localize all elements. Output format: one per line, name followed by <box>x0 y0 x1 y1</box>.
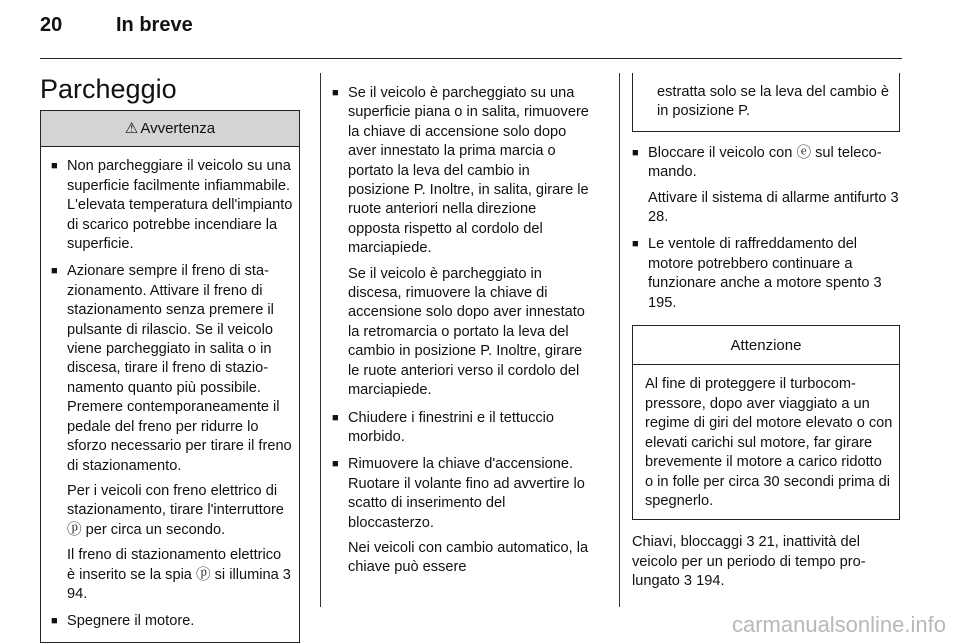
list-item <box>632 235 900 313</box>
list-item <box>332 455 590 577</box>
paragraph: Se il veicolo è parcheggiato in discesa, rimuovere la chiave di accensione solo dopo aver innestato la retromarcia o portato la leva del cambio in posizione P. Inoltre, girare le ruote anteriori verso il cordolo del marciapiede. <box>348 265 585 399</box>
watermark: carmanualsonline.info <box>731 612 946 637</box>
paragraph: ■ Chiudere i finestrini e il tettuccio morbido. <box>348 409 555 445</box>
paragraph: Per i veicoli con freno elettrico di stazionamento, tirare l'interruttore ⓟ per circa un secondo. <box>67 482 284 538</box>
list-item <box>632 144 900 228</box>
warning-box-continuation <box>632 73 900 132</box>
header-rule <box>40 58 902 59</box>
paragraph: ■ Bloccare il veicolo con ⓔ sul telecomando. <box>648 144 882 181</box>
warning-box <box>40 110 300 643</box>
list-item <box>51 157 293 254</box>
list-item <box>51 612 293 631</box>
column-divider-1 <box>320 73 321 607</box>
paragraph: ■ Spegnere il motore. <box>67 613 195 630</box>
page-number: 20 <box>40 14 63 36</box>
paragraph: ■ Rimuovere la chiave d'accensione. Ruotare il volante fino ad avvertire lo scatto di inserimento del bloccasterzo. <box>348 456 585 531</box>
column-right <box>632 73 900 592</box>
closing-paragraph: Chiavi, bloccaggi 3 21, inattività del veicolo per un periodo di tempo prolungato 3 194. <box>632 534 866 590</box>
warning-box-header <box>41 111 299 147</box>
column-divider-2 <box>619 73 620 607</box>
column-middle <box>332 84 590 586</box>
attention-box-body <box>633 365 899 519</box>
warning-triangle-icon: ⚠ <box>124 120 139 137</box>
paragraph: Il freno di stazionamento elettrico è inserito se la spia ⓟ si illumina 3 94. <box>67 547 291 602</box>
paragraph: ■ Le ventole di raffreddamento del motore potrebbero continuare a funzionare anche a motore spento 3 195. <box>648 236 882 311</box>
warning-box-title: Avvertenza <box>140 120 216 137</box>
warning-box-body <box>41 147 299 641</box>
page-header <box>40 14 193 37</box>
paragraph: estratta solo se la leva del cambio è in posizione P. <box>657 84 890 120</box>
warning-box-continuation-body <box>633 73 899 131</box>
paragraph: ■ Azionare sempre il freno di stazionamento. Attivare il freno di stazionamento senza premere il pulsante di rilascio. Se il veicolo viene parcheggiato in salita o in discesa, tirare il freno di stazionamento quanto più possibile. Premere contemporaneamente il pedale del freno per ridurre lo sforzo necessario per tirare il freno di stazionamento. <box>67 263 292 474</box>
header-title: In breve <box>116 14 193 36</box>
paragraph: Attivare il sistema di allarme antifurto 3 28. <box>648 189 899 226</box>
list-item <box>51 262 293 604</box>
paragraph: Nei veicoli con cambio automatico, la chiave può essere <box>348 539 589 576</box>
paragraph: ■ Se il veicolo è parcheggiato su una superficie piana o in salita, rimuovere la chiave di accensione solo dopo aver innestato la prima marcia o portato la leva del cambio in posizione P. Inoltre, in salita, girare le ruote anteriori nella direzione opposta rispetto al cordolo del marciapiede. <box>348 85 589 257</box>
paragraph: ■ Non parcheggiare il veicolo su una superficie facilmente infiammabile. L'elevata temperatura dell'impianto di scarico potrebbe incendiare la superficie. <box>67 158 293 253</box>
section-title: Parcheggio <box>40 74 177 104</box>
attention-box-header: Attenzione <box>633 326 899 365</box>
attention-box <box>632 325 900 520</box>
paragraph: Al fine di proteggere il turbocompressore, dopo aver viaggiato a un regime di giri del motore elevato o con elevati carichi sul motore, far girare brevemente il motore a carico ridotto o in folle per circa 30 secondi prima di spegnerlo. <box>645 376 893 509</box>
list-item <box>332 84 590 401</box>
column-left <box>40 110 300 643</box>
list-item <box>332 409 590 448</box>
